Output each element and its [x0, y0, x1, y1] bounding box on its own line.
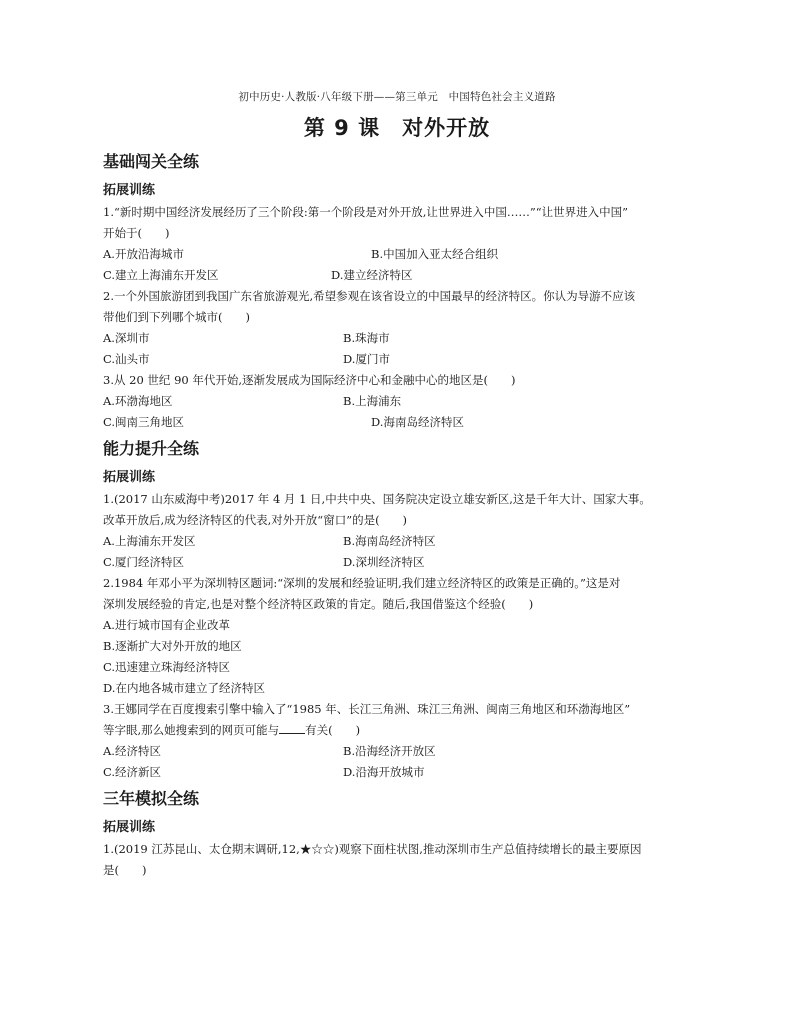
option-row	[103, 531, 703, 552]
option-row	[103, 412, 703, 433]
page-title: 第 9 课 对外开放	[303, 116, 491, 140]
option-c: C.经济新区	[103, 765, 162, 779]
answer-blank	[279, 720, 305, 734]
question-stem: 开始于( )	[103, 226, 170, 240]
stem-text: 等字眼,那么她搜索到的网页可能与	[103, 723, 280, 737]
option-row	[103, 265, 703, 286]
option-a: A.进行城市国有企业改革	[103, 618, 230, 632]
option-b: B.中国加入亚太经合组织	[371, 247, 499, 261]
option-row	[103, 741, 703, 762]
option-b: B.沿海经济开放区	[343, 744, 436, 758]
option-b: B.逐渐扩大对外开放的地区	[103, 639, 242, 653]
stem-text: 有关( )	[305, 723, 361, 737]
question-stem: 1.“新时期中国经济发展经历了三个阶段:第一个阶段是对外开放,让世界进入中国……”“让世界进入中国”	[103, 205, 629, 219]
option-row	[103, 328, 703, 349]
question-3	[103, 370, 703, 433]
section-subtitle: 拓展训练	[103, 820, 156, 835]
option-c: C.迅速建立珠海经济特区	[103, 660, 231, 674]
option-c: C.闽南三角地区	[103, 415, 185, 429]
section-title: 能力提升全练	[103, 439, 200, 458]
option-d: D.在内地各城市建立了经济特区	[103, 681, 265, 695]
option-d: D.厦门市	[343, 352, 390, 366]
option-c: C.厦门经济特区	[103, 555, 185, 569]
page-header: 初中历史·人教版·八年级下册——第三单元 中国特色社会主义道路	[238, 91, 556, 103]
question-stem: 2.1984 年邓小平为深圳特区题词:“深圳的发展和经验证明,我们建立经济特区的政策是正确的。”这是对	[103, 576, 621, 590]
option-d: D.沿海开放城市	[343, 765, 425, 779]
question-stem: 3.从 20 世纪 90 年代开始,逐渐发展成为国际经济中心和金融中心的地区是( )	[103, 373, 516, 387]
question-stem: 2.一个外国旅游团到我国广东省旅游观光,希望参观在该省设立的中国最早的经济特区。你认为导游不应该	[103, 289, 636, 303]
option-row	[103, 349, 703, 370]
question-stem: 是( )	[103, 863, 147, 877]
question-1	[103, 202, 703, 286]
section-subtitle: 拓展训练	[103, 183, 156, 198]
section-subtitle: 拓展训练	[103, 470, 156, 485]
question-stem: 1.(2019 江苏昆山、太仓期末调研,12,★☆☆)观察下面柱状图,推动深圳市生产总值持续增长的最主要原因	[103, 842, 642, 856]
option-a: A.经济特区	[103, 744, 161, 758]
option-a: A.环渤海地区	[103, 394, 173, 408]
section-three-year	[103, 787, 703, 881]
page-content	[103, 150, 703, 881]
option-row	[103, 244, 703, 265]
question-2	[103, 573, 703, 699]
question-stem: 深圳发展经验的肯定,也是对整个经济特区政策的肯定。随后,我国借鉴这个经验( )	[103, 597, 534, 611]
option-a: A.开放沿海城市	[103, 247, 184, 261]
option-row	[103, 391, 703, 412]
option-row	[103, 762, 703, 783]
option-a: A.深圳市	[103, 331, 150, 345]
option-c: C.建立上海浦东开发区	[103, 268, 219, 282]
option-d: D.海南岛经济特区	[371, 415, 464, 429]
question-1	[103, 839, 703, 881]
option-a: A.上海浦东开发区	[103, 534, 196, 548]
section-title: 基础闯关全练	[103, 152, 200, 171]
section-basic	[103, 150, 703, 433]
section-title: 三年模拟全练	[103, 789, 200, 808]
option-row	[103, 552, 703, 573]
option-d: D.建立经济特区	[331, 268, 413, 282]
question-stem: 改革开放后,成为经济特区的代表,对外开放“窗口”的是( )	[103, 513, 408, 527]
option-b: B.珠海市	[343, 331, 390, 345]
option-d: D.深圳经济特区	[343, 555, 425, 569]
question-3	[103, 699, 703, 783]
question-2	[103, 286, 703, 370]
question-stem: 1.(2017 山东威海中考)2017 年 4 月 1 日,中共中央、国务院决定设立雄安新区,这是千年大计、国家大事。	[103, 492, 651, 506]
option-c: C.汕头市	[103, 352, 150, 366]
option-b: B.上海浦东	[343, 394, 402, 408]
question-stem: 带他们到下列哪个城市( )	[103, 310, 250, 324]
question-stem	[103, 720, 703, 741]
option-b: B.海南岛经济特区	[343, 534, 436, 548]
question-stem: 3.王娜同学在百度搜索引擎中输入了“1985 年、长江三角洲、珠江三角洲、闽南三角地区和环渤海地区”	[103, 702, 631, 716]
section-ability	[103, 437, 703, 783]
question-1	[103, 489, 703, 573]
